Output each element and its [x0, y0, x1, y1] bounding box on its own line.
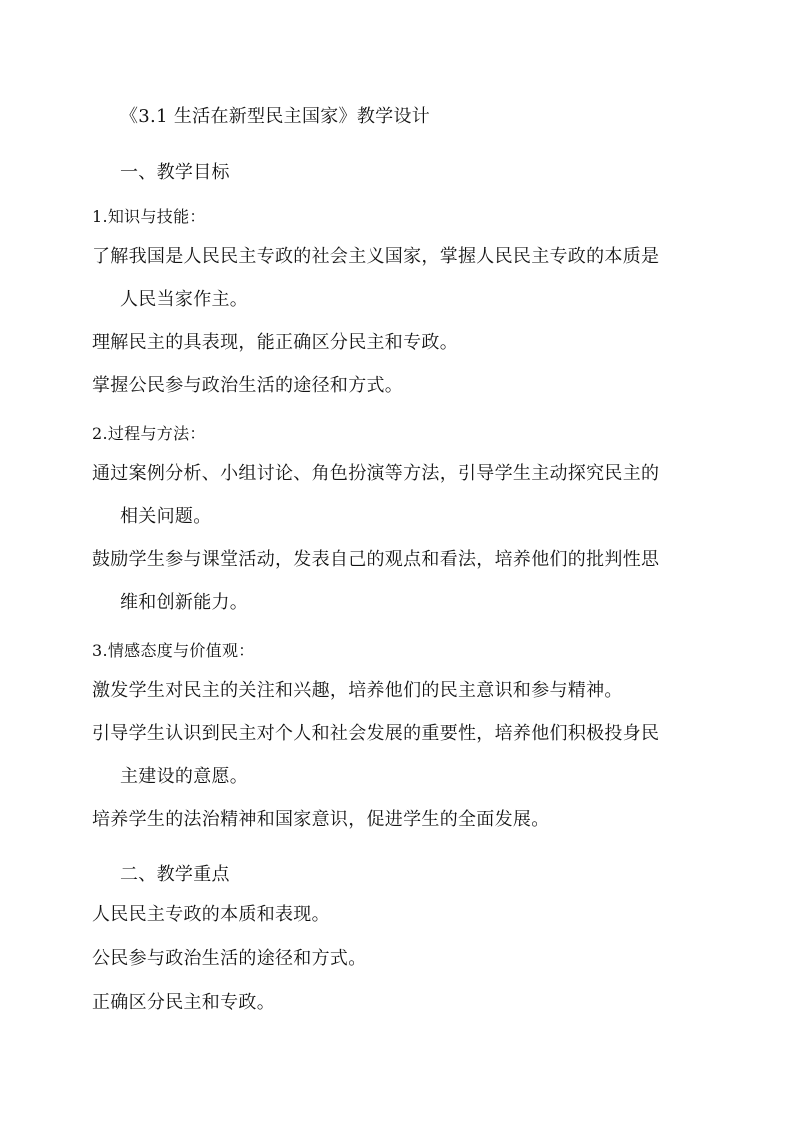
- list-item: 公民参与政治生活的途径和方式。: [92, 948, 367, 969]
- paragraph-line-continued: 维和创新能力。: [120, 592, 249, 613]
- subheading-process-methods: 2.过程与方法：: [92, 424, 206, 443]
- paragraph-line: 培养学生的法治精神和国家意识，促进学生的全面发展。: [92, 809, 550, 830]
- list-item: 正确区分民主和专政。: [92, 992, 275, 1013]
- paragraph-line-continued: 相关问题。: [120, 506, 212, 527]
- subheading-emotion-values: 3.情感态度与价值观：: [92, 641, 255, 660]
- paragraph-line: 激发学生对民主的关注和兴趣，培养他们的民主意识和参与精神。: [92, 680, 623, 701]
- paragraph-line: 理解民主的具表现，能正确区分民主和专政。: [92, 332, 458, 353]
- subheading-knowledge-skills: 1.知识与技能：: [92, 207, 206, 226]
- paragraph-line: 鼓励学生参与课堂活动，发表自己的观点和看法，培养他们的批判性思: [92, 549, 660, 570]
- section-heading-objectives: 一、教学目标: [120, 162, 230, 183]
- list-item: 人民民主专政的本质和表现。: [92, 904, 330, 925]
- paragraph-line: 掌握公民参与政治生活的途径和方式。: [92, 375, 404, 396]
- paragraph-line: 通过案例分析、小组讨论、角色扮演等方法，引导学生主动探究民主的: [92, 463, 660, 484]
- section-heading-key-points: 二、教学重点: [120, 864, 230, 885]
- paragraph-line: 了解我国是人民民主专政的社会主义国家，掌握人民民主专政的本质是: [92, 246, 660, 267]
- document-title: 《3.1 生活在新型民主国家》教学设计: [120, 106, 431, 127]
- paragraph-line-continued: 人民当家作主。: [120, 289, 249, 310]
- paragraph-line-continued: 主建设的意愿。: [120, 766, 249, 787]
- paragraph-line: 引导学生认识到民主对个人和社会发展的重要性，培养他们积极投身民: [92, 723, 660, 744]
